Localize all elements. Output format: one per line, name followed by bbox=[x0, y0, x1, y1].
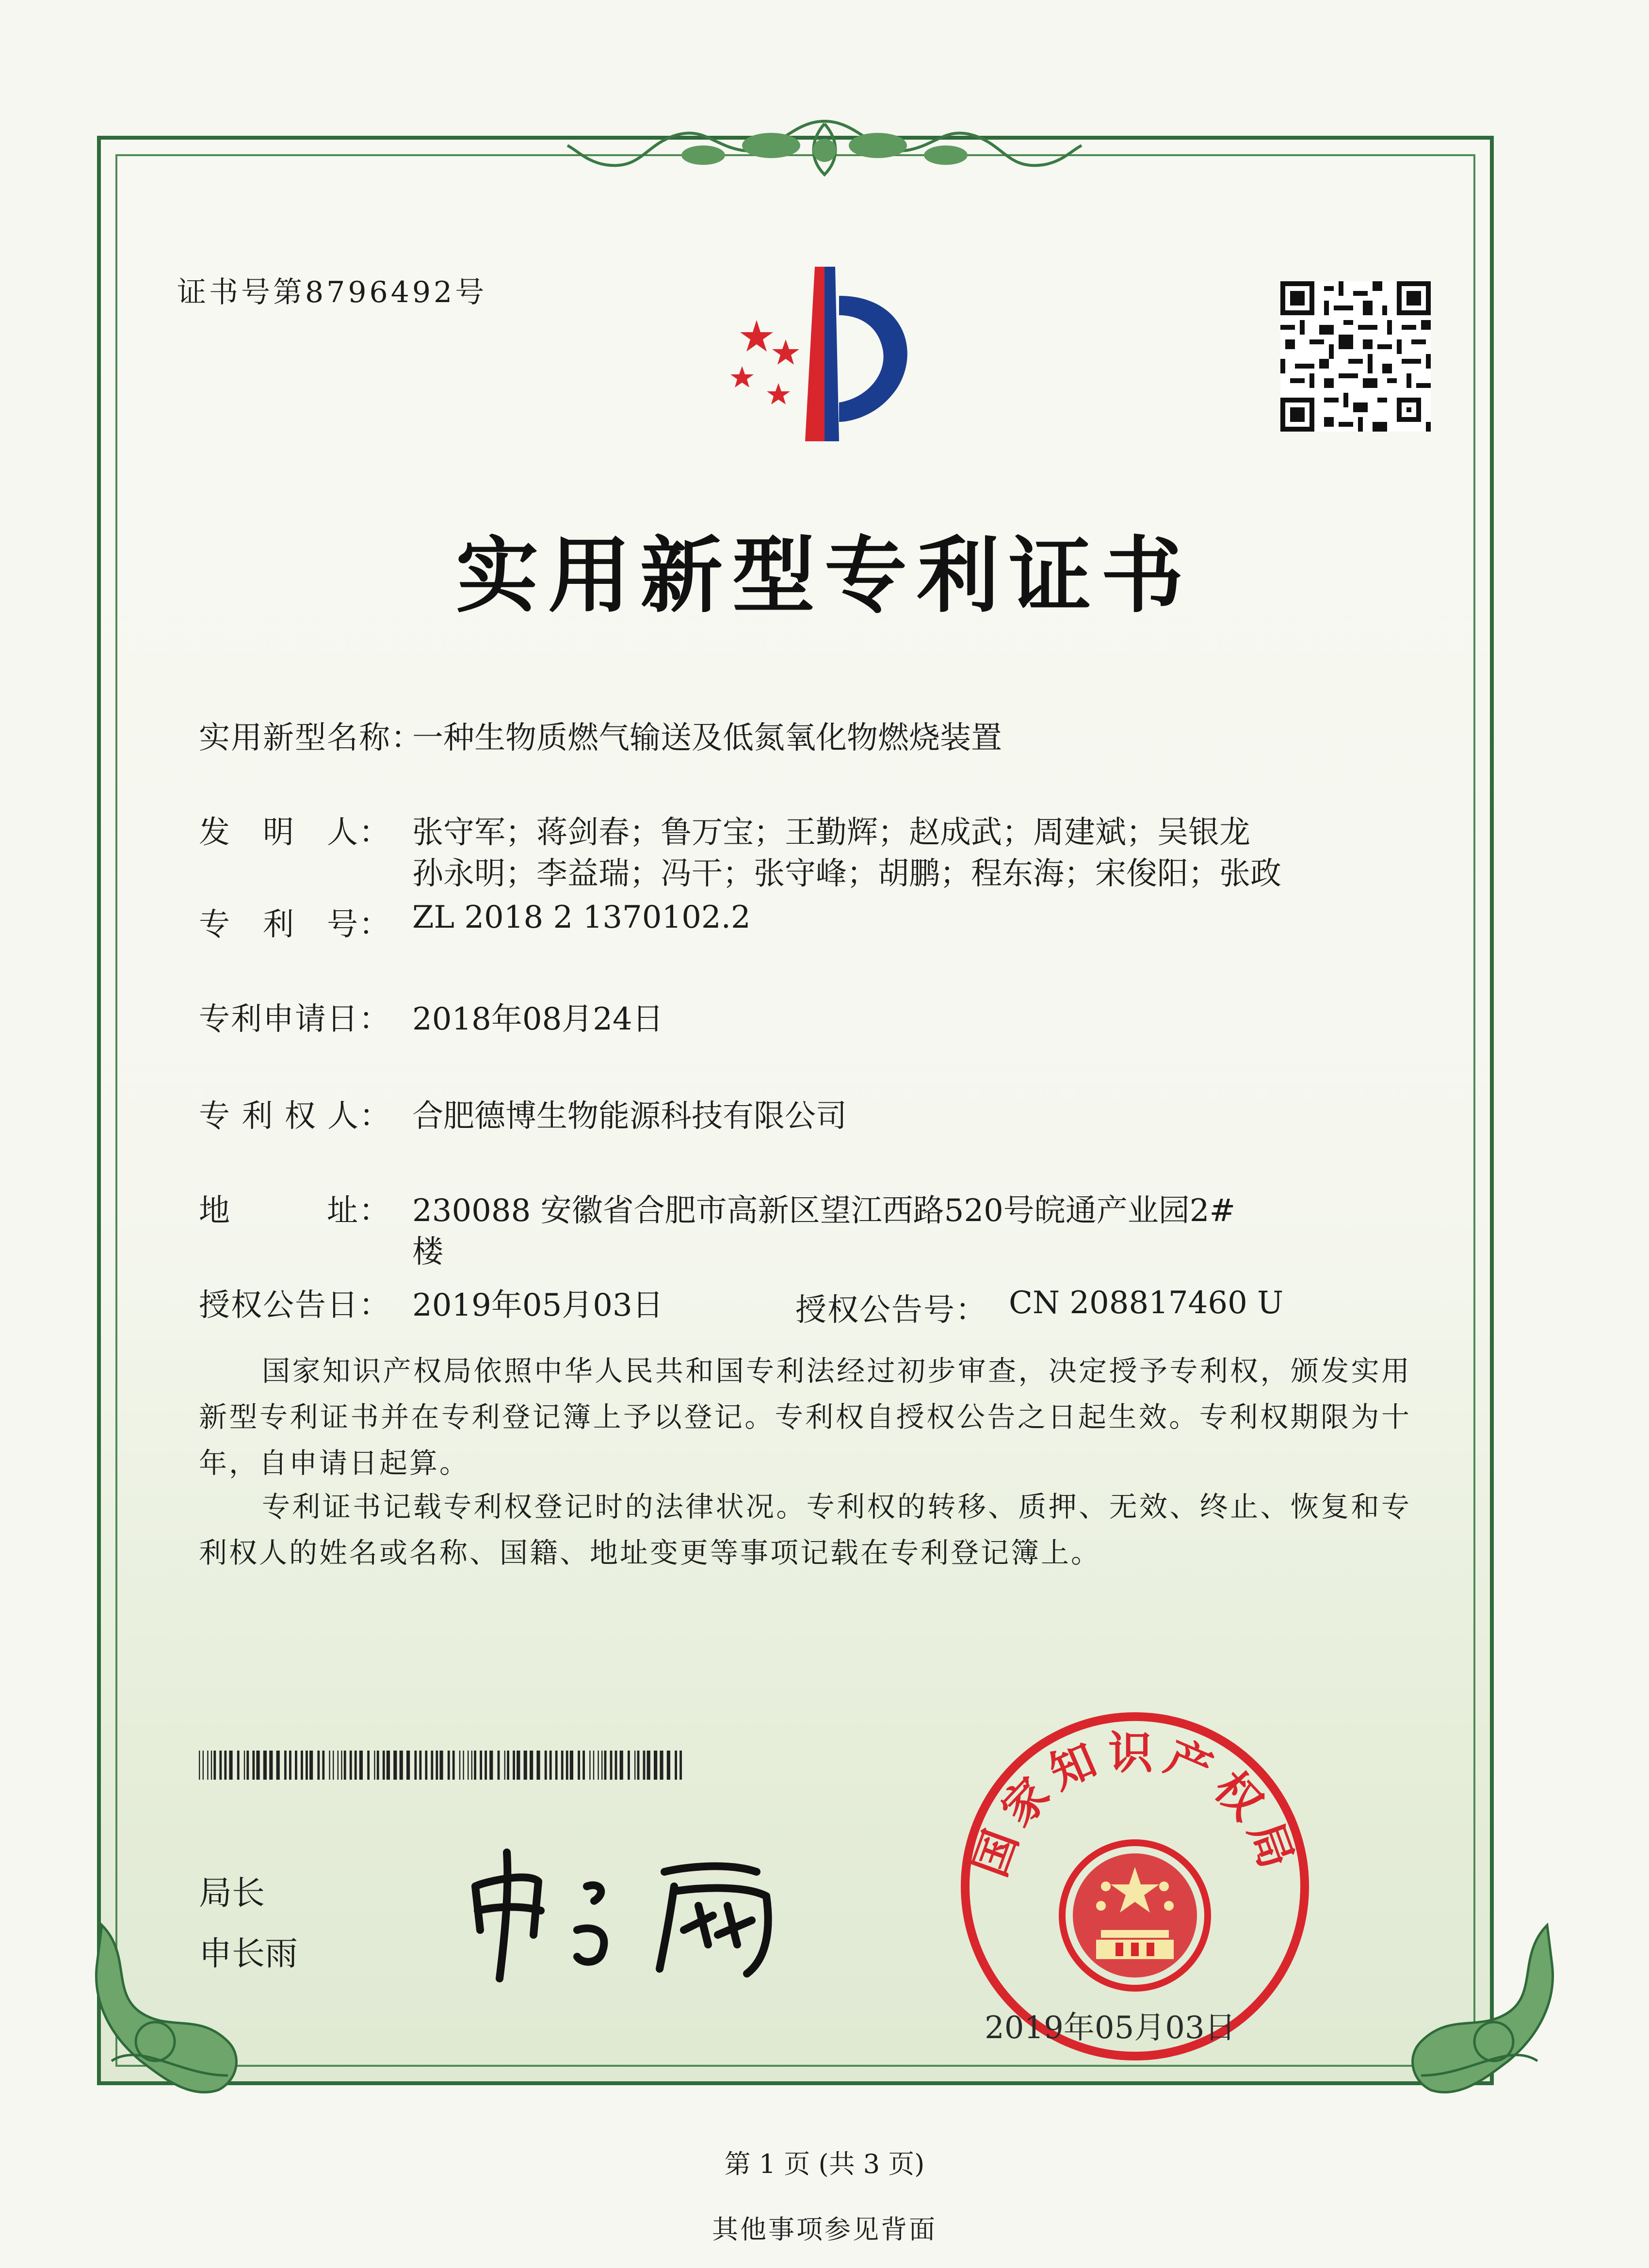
announcement-date-label: 授权公告日： bbox=[199, 1287, 391, 1323]
certificate-number: 证书号第8796492号 bbox=[177, 275, 487, 309]
cnipa-logo-icon bbox=[694, 262, 946, 456]
national-emblem-icon bbox=[1062, 1843, 1208, 1988]
patent-number-value: ZL 2018 2 1370102.2 bbox=[412, 900, 751, 935]
bottom-right-ornament bbox=[1392, 1915, 1567, 2100]
announcement-number-label: 授权公告号： bbox=[795, 1292, 987, 1328]
page-number: 第 1 页 (共 3 页) bbox=[724, 2149, 925, 2179]
address-label: 地 址： bbox=[199, 1193, 391, 1229]
filing-date-label: 专利申请日： bbox=[199, 1001, 391, 1037]
inventors-line-1: 张守军；蒋剑春；鲁万宝；王勤辉；赵成武；周建斌；吴银龙 bbox=[412, 815, 1250, 851]
announcement-date-value: 2019年05月03日 bbox=[412, 1287, 663, 1323]
top-ornament bbox=[558, 112, 1091, 184]
patentee-value: 合肥德博生物能源科技有限公司 bbox=[412, 1098, 847, 1134]
qr-code-icon bbox=[1280, 281, 1431, 432]
director-name: 申长雨 bbox=[199, 1935, 298, 1973]
inventors-label: 发 明 人： bbox=[199, 815, 391, 851]
director-title: 局长 bbox=[199, 1874, 265, 1913]
announcement-number-value: CN 208817460 U bbox=[1009, 1285, 1284, 1321]
certificate-title: 实用新型专利证书 bbox=[455, 527, 1193, 624]
inventors-line-2: 孙永明；李益瑞；冯干；张守峰；胡鹏；程东海；宋俊阳；张政 bbox=[412, 856, 1281, 892]
address-line-1: 230088 安徽省合肥市高新区望江西路520号皖通产业园2# bbox=[412, 1193, 1236, 1229]
address-line-2: 楼 bbox=[412, 1234, 443, 1270]
seal-text: 国家知识产权局 bbox=[964, 1727, 1306, 1883]
body-paragraph-2: 专利证书记载专利权登记时的法律状况。专利权的转移、质押、无效、终止、恢复和专利权人的姓名或名称、国籍、地址变更等事项记载在专利登记簿上。 bbox=[199, 1490, 1411, 1569]
seal-date: 2019年05月03日 bbox=[985, 2010, 1236, 2046]
utility-model-name-value: 一种生物质燃气输送及低氮氧化物燃烧装置 bbox=[412, 720, 1002, 756]
utility-model-name-label: 实用新型名称： bbox=[199, 720, 423, 756]
footer-note: 其他事项参见背面 bbox=[712, 2214, 937, 2245]
barcode-icon bbox=[199, 1751, 684, 1780]
director-signature bbox=[456, 1833, 805, 1988]
patent-number-label: 专 利 号： bbox=[199, 907, 391, 943]
body-paragraph-1: 国家知识产权局依照中华人民共和国专利法经过初步审查，决定授予专利权，颁发实用新型专利证书并在专利登记簿上予以登记。专利权自授权公告之日起生效。专利权期限为十年，自申请日起算。 bbox=[199, 1354, 1411, 1480]
filing-date-value: 2018年08月24日 bbox=[412, 1001, 663, 1037]
patentee-label: 专 利 权 人： bbox=[199, 1098, 392, 1134]
